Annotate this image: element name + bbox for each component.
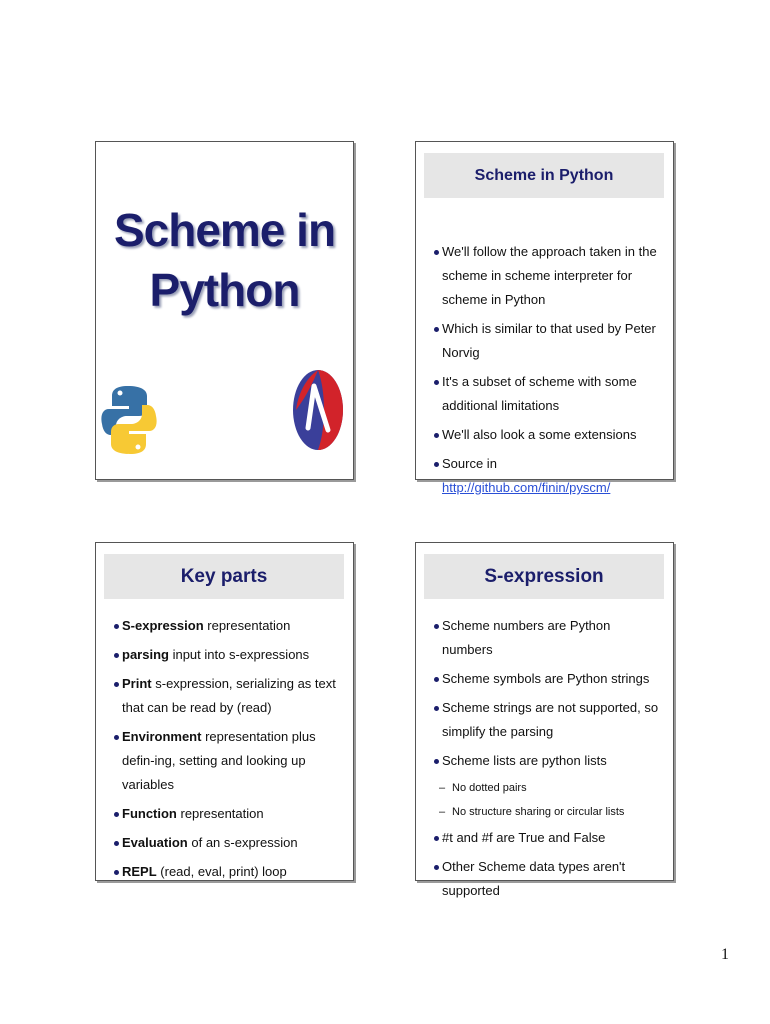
slide-header: Scheme in Python <box>424 153 664 198</box>
list-item: Other Scheme data types aren't supported <box>432 855 663 903</box>
list-item <box>112 643 343 667</box>
list-item <box>432 452 663 500</box>
item-text: representation <box>203 618 291 633</box>
bullet-list <box>432 614 663 908</box>
list-item <box>112 725 343 797</box>
list-item <box>112 831 343 855</box>
list-item <box>112 860 343 884</box>
list-item <box>112 672 343 720</box>
item-term: Environment <box>122 729 202 744</box>
item-text: of an s-expression <box>187 835 298 850</box>
slide-title <box>95 141 354 480</box>
sub-list-item: – No dotted pairs <box>432 778 663 798</box>
item-text: representation plus defin-ing, setting and looking up variables <box>122 729 316 792</box>
source-prefix: Source in <box>442 456 497 471</box>
page-number: 1 <box>721 946 729 963</box>
sub-list-item: – No structure sharing or circular lists <box>432 802 663 822</box>
bullet-list <box>112 614 343 889</box>
title-line-1: Scheme in <box>113 204 336 256</box>
list-item: Scheme strings are not supported, so simplify the parsing <box>432 696 663 744</box>
item-term: S-expression <box>122 618 204 633</box>
list-item: #t and #f are True and False <box>432 826 663 850</box>
list-item: Scheme symbols are Python strings <box>432 667 663 691</box>
list-item: We'll follow the approach taken in the scheme in scheme interpreter for scheme in Python <box>432 240 663 312</box>
list-item: We'll also look a some extensions <box>432 423 663 447</box>
item-text: representation <box>176 806 264 821</box>
racket-logo-icon <box>292 368 344 452</box>
list-item: Scheme lists are python lists <box>432 749 663 773</box>
item-term: Function <box>122 806 177 821</box>
item-text: (read, eval, print) loop <box>156 864 287 879</box>
slide-main-title <box>96 200 353 320</box>
list-item: Scheme numbers are Python numbers <box>432 614 663 662</box>
list-item: It's a subset of scheme with some additional limitations <box>432 370 663 418</box>
list-item: Which is similar to that used by Peter Norvig <box>432 317 663 365</box>
list-item <box>112 802 343 826</box>
slide-scheme-in-python <box>415 141 674 495</box>
item-term: REPL <box>122 864 157 879</box>
slide-header: S-expression <box>424 554 664 599</box>
list-item <box>112 614 343 638</box>
source-link[interactable]: http://github.com/finin/pyscm/ <box>442 480 611 495</box>
item-text: input into s-expressions <box>168 647 310 662</box>
slide-key-parts <box>95 542 354 881</box>
item-term: Evaluation <box>122 835 188 850</box>
item-term: parsing <box>122 647 169 662</box>
bullet-list <box>432 240 663 505</box>
title-line-2: Python <box>149 264 300 316</box>
item-term: Print <box>122 676 152 691</box>
slide-s-expression <box>415 542 674 898</box>
python-logo-icon <box>101 384 157 456</box>
item-text: s-expression, serializing as text that can be read by (read) <box>122 676 336 715</box>
slide-header: Key parts <box>104 554 344 599</box>
